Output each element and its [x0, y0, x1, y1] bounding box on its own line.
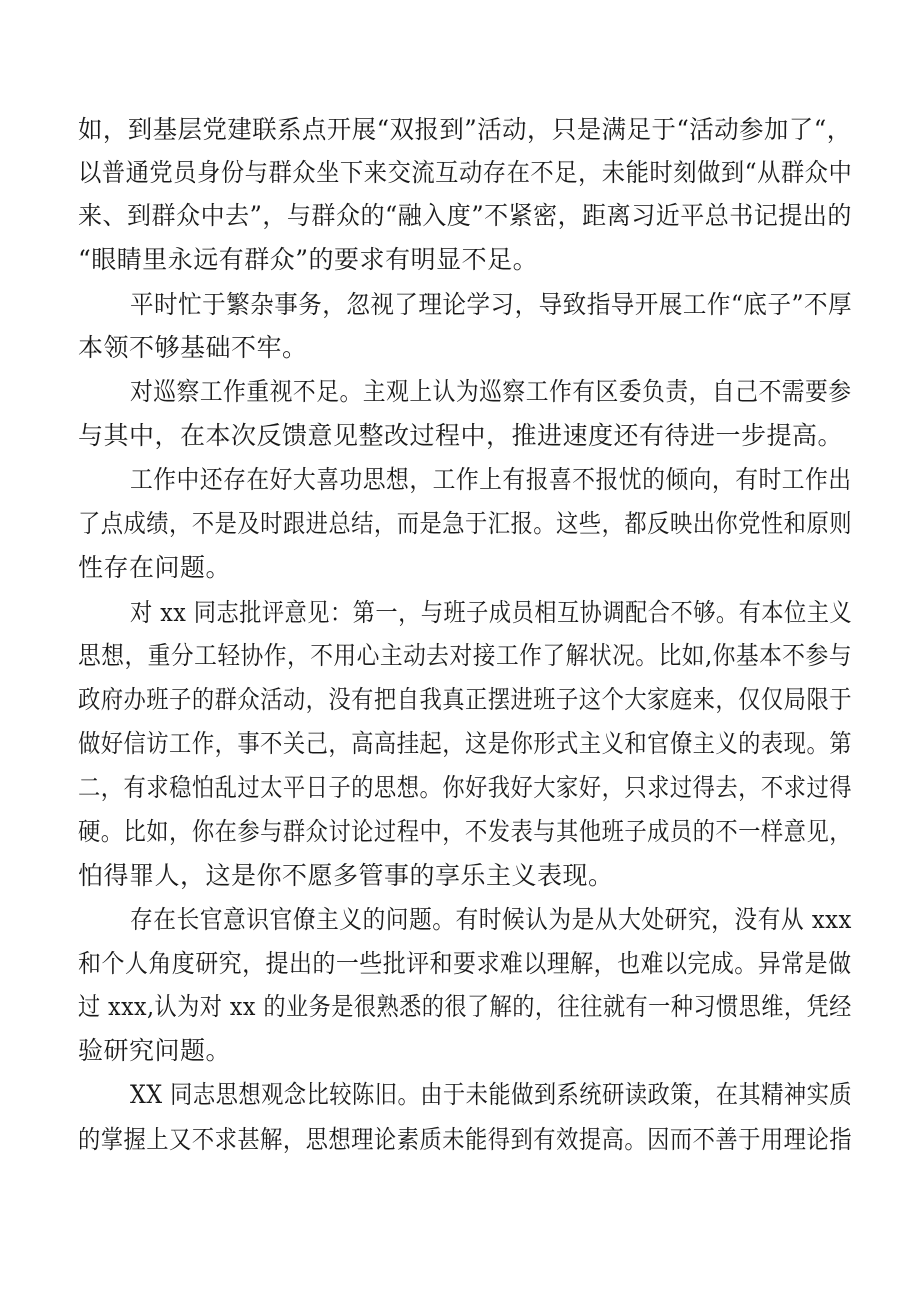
text-line: 性存在问题。 — [78, 553, 232, 582]
text-line: XX 同志思想观念比较陈旧。由于未能做到系统研读政策，在其精神实质 — [130, 1080, 853, 1109]
text-line: 如，到基层党建联系点开展“双报到”活动，只是满足于“活动参加了“， — [78, 115, 852, 144]
text-line: “眼睛里永远有群众”的要求有明显不足。 — [78, 245, 539, 274]
text-line: 的掌握上又不求甚解，思想理论素质未能得到有效提高。因而不善于用理论指 — [78, 1125, 852, 1154]
text-line: 过 xxx,认为对 xx 的业务是很熟悉的很了解的，往往就有一种习惯思维，凭经 — [78, 992, 852, 1021]
text-line: 平时忙于繁杂事务，忽视了理论学习，导致指导开展工作“底子”不厚 — [130, 290, 853, 319]
text-line: 二，有求稳怕乱过太平日子的思想。你好我好大家好，只求过得去，不求过得 — [78, 773, 852, 802]
text-line: 硬。比如，你在参与群众讨论过程中，不发表与其他班子成员的不一样意见， — [78, 817, 852, 846]
text-line: 本领不够基础不牢。 — [78, 333, 308, 362]
text-line: 存在长官意识官僚主义的问题。有时候认为是从大处研究，没有从 xxx — [130, 905, 852, 934]
text-line: 与其中，在本次反馈意见整改过程中，推进速度还有待进一步提高。 — [78, 421, 844, 450]
text-line: 政府办班子的群众活动，没有把自我真正摆进班子这个大家庭来，仅仅局限于 — [78, 685, 852, 714]
text-line: 怕得罪人，这是你不愿多管事的享乐主义表现。 — [78, 861, 614, 890]
text-line: 对 xx 同志批评意见：第一，与班子成员相互协调配合不够。有本位主义 — [130, 598, 853, 627]
text-line: 思想，重分工轻协作，不用心主动去对接工作了解状况。比如,你基本不参与 — [78, 641, 852, 670]
text-line: 来、到群众中去”，与群众的“融入度”不紧密，距离习近平总书记提出的 — [78, 201, 852, 230]
text-line: 和个人角度研究，提出的一些批评和要求难以理解，也难以完成。异常是做 — [78, 949, 852, 978]
text-line: 验研究问题。 — [78, 1036, 232, 1065]
text-line: 对巡察工作重视不足。主观上认为巡察工作有区委负责，自己不需要参 — [130, 377, 852, 406]
text-line: 了点成绩，不是及时跟进总结，而是急于汇报。这些，都反映出你党性和原则 — [78, 509, 852, 538]
text-line: 做好信访工作，事不关己，高高挂起，这是你形式主义和官僚主义的表现。第 — [78, 729, 852, 758]
text-line: 工作中还存在好大喜功思想，工作上有报喜不报忧的倾向，有时工作出 — [130, 465, 852, 494]
text-line: 以普通党员身份与群众坐下来交流互动存在不足，未能时刻做到“从群众中 — [78, 158, 853, 187]
